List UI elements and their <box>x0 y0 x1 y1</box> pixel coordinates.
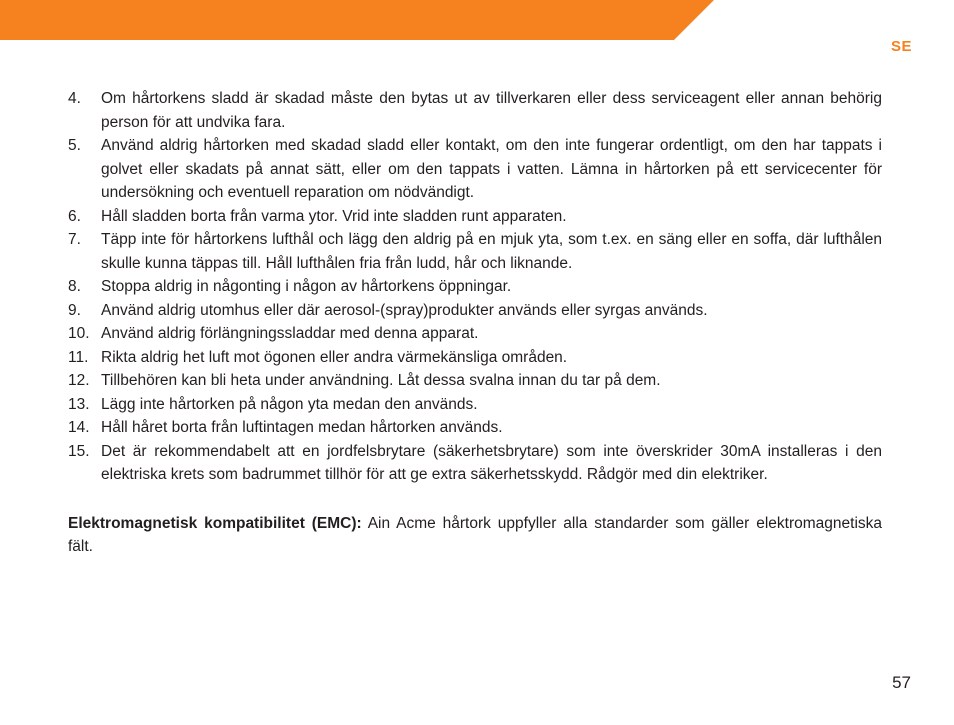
header-banner <box>0 0 714 40</box>
list-item-number: 8. <box>68 278 81 295</box>
list-item-text: Om hårtorkens sladd är skadad måste den bytas ut av tillverkaren eller dess serviceagent eller annan behörig person för att undvika fara. <box>101 90 882 131</box>
list-item-text: Använd aldrig hårtorken med skadad sladd eller kontakt, om den inte fungerar ordentligt, om den har tappats i golvet eller skadats på annat sätt, eller om den tappats i vatten. Lämna in hårtorken på ett servicecenter för undersökning och eventuell reparation om nödvändigt. <box>101 137 882 201</box>
list-item-text: Håll sladden borta från varma ytor. Vrid inte sladden runt apparaten. <box>101 207 567 225</box>
list-item <box>68 346 882 370</box>
list-item-text: Stoppa aldrig in någonting i någon av hårtorkens öppningar. <box>101 278 512 295</box>
list-item-text: Lägg inte hårtorken på någon yta medan den används. <box>101 395 478 413</box>
emc-heading: Elektromagnetisk kompatibilitet (EMC): <box>68 514 362 532</box>
list-item-number: 15. <box>68 442 90 460</box>
list-item <box>68 87 882 134</box>
list-item-text: Använd aldrig förlängningssladdar med denna apparat. <box>101 325 479 342</box>
language-tag: SE <box>890 38 912 55</box>
list-item <box>68 205 882 229</box>
list-item-number: 11. <box>68 348 89 366</box>
list-item <box>68 322 882 346</box>
list-item-text: Täpp inte för hårtorkens lufthål och lägg den aldrig på en mjuk yta, som t.ex. en säng eller en soffa, där lufthålen skulle kunna täppas till. Håll lufthålen fria från ludd, hår och liknande. <box>101 231 882 272</box>
list-item-text: Håll håret borta från luftintagen medan hårtorken används. <box>101 419 503 436</box>
list-item-number: 9. <box>68 301 81 319</box>
list-item-number: 5. <box>68 137 81 154</box>
safety-instructions-list <box>68 87 882 487</box>
list-item-text: Använd aldrig utomhus eller där aerosol-(spray)produkter används eller syrgas används. <box>101 301 708 319</box>
list-item <box>68 393 882 417</box>
list-item-number: 7. <box>68 231 81 248</box>
list-item-number: 12. <box>68 372 90 389</box>
list-item <box>68 369 882 393</box>
list-item-number: 10. <box>68 325 90 342</box>
list-item-text: Rikta aldrig het luft mot ögonen eller andra värmekänsliga områden. <box>101 348 568 366</box>
list-item <box>68 440 882 487</box>
list-item <box>68 416 882 440</box>
list-item <box>68 299 882 323</box>
list-item <box>68 275 882 299</box>
list-item-text: Det är rekommendabelt att en jordfelsbrytare (säkerhetsbrytare) som inte överskrider 30mA installeras i den elektriska krets som badrummet tillhör för att ge extra säkerhetsskydd. Rådgör med din elektriker. <box>101 442 882 483</box>
list-item-number: 4. <box>68 90 81 107</box>
list-item-number: 14. <box>68 419 90 436</box>
list-item-number: 13. <box>68 395 90 413</box>
list-item <box>68 228 882 275</box>
emc-paragraph <box>68 512 882 559</box>
emc-text: Ain Acme hårtork uppfyller alla standarder som gäller elektromagnetiska fält. <box>68 514 883 555</box>
list-item <box>68 134 882 205</box>
page-number: 57 <box>892 673 911 692</box>
list-item-number: 6. <box>68 207 81 225</box>
list-item-text: Tillbehören kan bli heta under användning. Låt dessa svalna innan du tar på dem. <box>101 372 661 389</box>
page-content <box>68 87 882 574</box>
